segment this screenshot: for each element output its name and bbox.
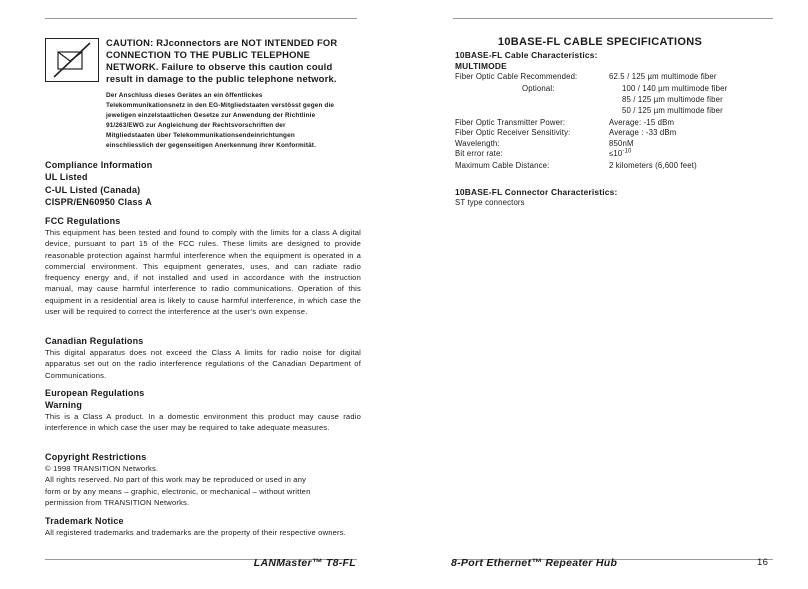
- european-title: European Regulations: [45, 388, 145, 398]
- compliance-title: Compliance Information: [45, 160, 153, 170]
- connector-heading: 10BASE-FL Connector Characteristics:: [455, 187, 618, 197]
- german-line: 91/263/EWG zur Angleichung der Rechtsvorschriften der: [106, 122, 286, 129]
- footer-product-name: LANMaster™ T8-FL: [253, 557, 356, 569]
- german-line: einschliesslich der gegenseitigen Anerkennung ihrer Konformität.: [106, 142, 316, 149]
- compliance-line: UL Listed: [45, 172, 88, 183]
- cable-subheading: MULTIMODE: [455, 61, 507, 71]
- compliance-section: [45, 159, 365, 208]
- copyright-line: All rights reserved. No part of this work may be reproduced or used in any: [45, 475, 307, 485]
- optional-value: 100 / 140 µm multimode fiber: [622, 84, 728, 93]
- trademark-body: All registered trademarks and trademarks are the property of their respective owners.: [45, 528, 347, 537]
- caution-text: CAUTION: RJconnectors are NOT INTENDED FOR CONNECTION TO THE PUBLIC TELEPHONE NETWORK. Failure to observe this caution could result in damage to the public telephone network.: [106, 37, 338, 84]
- fcc-title: FCC Regulations: [45, 216, 121, 226]
- european-section: [45, 387, 361, 434]
- copyright-line: © 1998 TRANSITION Networks.: [45, 464, 159, 473]
- page-number: 16: [757, 557, 769, 568]
- compliance-line: CISPR/EN60950 Class A: [45, 196, 152, 207]
- wavelength-label: Wavelength:: [455, 139, 500, 148]
- receiver-label: Fiber Optic Receiver Sensitivity:: [455, 128, 571, 137]
- trademark-title: Trademark Notice: [45, 516, 124, 526]
- german-line: Der Anschluss dieses Gerätes an ein öffentlickes: [106, 92, 263, 99]
- canadian-body: This digital apparatus does not exceed the Class A limits for radio noise for digital apparatus set out on the radio interference regulations of the Canadian Department of Communications.: [45, 348, 361, 380]
- fiber-label: Fiber Optic Cable Recommended:: [455, 72, 578, 81]
- optional-label: Optional:: [522, 84, 555, 93]
- copyright-line: permission from TRANSITION Networks.: [45, 497, 190, 507]
- optional-value: 50 / 125 µm multimode fiber: [622, 106, 723, 115]
- receiver-value: Average : -33 dBm: [609, 128, 677, 137]
- copyright-title: Copyright Restrictions: [45, 452, 147, 462]
- transmitter-value: Average: -15 dBm: [609, 118, 675, 127]
- european-body: This is a Class A product. In a domestic environment this product may cause radio interference in which case the user may be required to take adequate measures.: [45, 412, 361, 433]
- copyright-line: form or by any means – graphic, electronic, or mechanical – without written: [45, 486, 311, 496]
- top-rule-left: [45, 18, 357, 19]
- fiber-value: 62.5 / 125 µm multimode fiber: [609, 72, 717, 81]
- german-notice: [106, 91, 362, 151]
- european-subtitle: Warning: [45, 400, 83, 410]
- ber-base: ≤10: [609, 149, 623, 158]
- spec-title: 10BASE-FL CABLE SPECIFICATIONS: [497, 36, 703, 48]
- top-rule-right: [453, 18, 773, 19]
- footer-hub-name: 8-Port Ethernet™ Repeater Hub: [451, 557, 618, 569]
- optional-value: 85 / 125 µm multimode fiber: [622, 95, 723, 104]
- ber-exponent: -10: [622, 148, 632, 155]
- german-line: Telekommunikationsnetz in den EG-Mitgliedstaaten verstösst gegen die: [106, 102, 335, 109]
- no-telephone-icon: [45, 38, 99, 82]
- wavelength-value: 850nM: [609, 139, 634, 148]
- transmitter-label: Fiber Optic Transmitter Power:: [455, 118, 566, 127]
- connector-value: ST type connectors: [455, 198, 525, 207]
- trademark-section: [45, 515, 361, 538]
- ber-label: Bit error rate:: [455, 149, 503, 158]
- copyright-section: [45, 451, 361, 508]
- canadian-title: Canadian Regulations: [45, 336, 144, 346]
- distance-value: 2 kilometers (6,600 feet): [609, 161, 697, 170]
- cable-heading-text: 10BASE-FL Cable Characteristics:: [455, 50, 598, 60]
- canadian-section: [45, 335, 361, 381]
- fcc-body: This equipment has been tested and found to comply with the limits for a class A digital device, pursuant to part 15 of the FCC rules. These limits are designed to provide reasonable protection against harmful interference when the equipment is operated in a commercial environment. This equipment generates, uses, and can radiate radio frequency energy and, if not installed and used in accordance with the instruction manual, may cause harmful interference to radio communications. Operation of this equipment in a residential area is likely to cause harmful interference, in which case the user will be required to correct the interference at the user's own expense.: [45, 228, 361, 317]
- fcc-section: [45, 215, 361, 317]
- german-line: Mitgliedstaaten über Telekommunikationsendeinrichtungen: [106, 132, 295, 139]
- ber-value: [609, 149, 632, 159]
- german-line: jeweligen einzelstaatlichen Gesetze zur Anwendung der Richtlinie: [106, 112, 316, 119]
- compliance-line: C-UL Listed (Canada): [45, 184, 141, 195]
- cable-heading: [455, 50, 598, 72]
- distance-label: Maximum Cable Distance:: [455, 161, 550, 170]
